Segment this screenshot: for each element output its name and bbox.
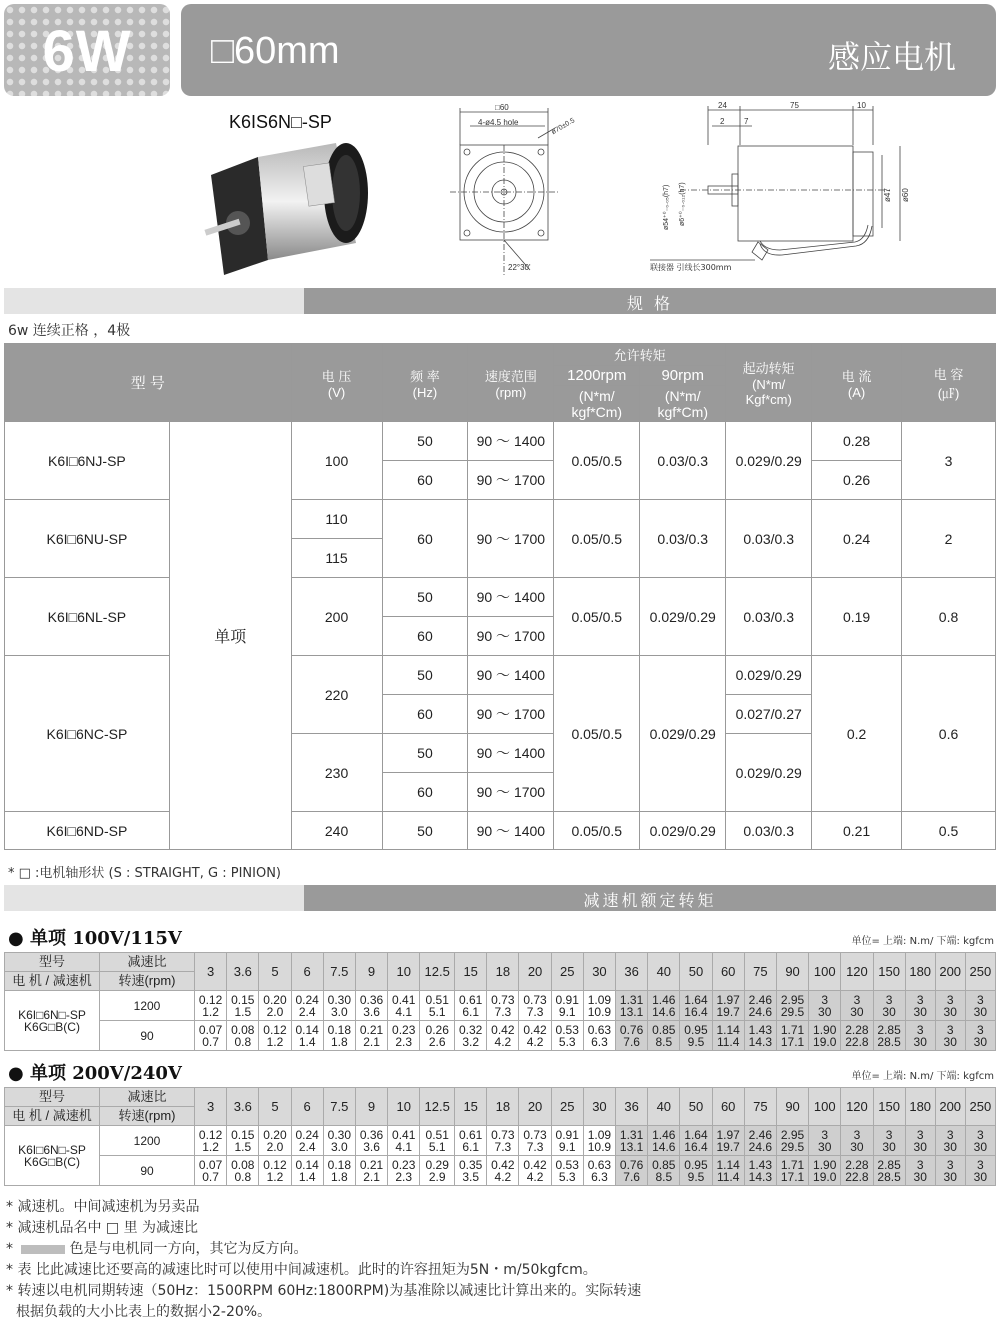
voltage-cell: 230: [291, 734, 382, 812]
th-model: 型号: [5, 1088, 100, 1107]
front-view-drawing: [430, 100, 600, 280]
torque-value-cell: 3 30: [809, 1126, 841, 1156]
torque-value-cell: 3 30: [873, 991, 905, 1021]
torque-value-cell: 0.53 5.3: [551, 1021, 583, 1051]
th-speed: 转速(rpm): [100, 1107, 195, 1126]
torque-value-cell: 0.76 7.6: [616, 1156, 648, 1186]
th-model: 型 号: [5, 344, 292, 422]
torque-value-cell: 0.12 1.2: [259, 1021, 291, 1051]
speed-cell: 90 ～ 1700: [468, 500, 554, 578]
torque-value-cell: 0.41 4.1: [388, 1126, 420, 1156]
torque-value-cell: 0.42 4.2: [487, 1156, 519, 1186]
ratio-cell: 25: [551, 1088, 583, 1126]
torque-90-cell: 0.029/0.29: [640, 656, 726, 812]
ratio-cell: 50: [680, 953, 712, 991]
ratio-cell: 60: [712, 1088, 744, 1126]
torque-value-cell: 0.23 2.3: [388, 1156, 420, 1186]
side-dim-60: ø60: [901, 188, 910, 202]
freq-cell: 50: [382, 656, 468, 695]
power-badge: [4, 4, 170, 96]
torque-value-cell: 2.46 24.6: [744, 991, 776, 1021]
ratio-cell: 100: [809, 953, 841, 991]
spec-section-title: 规 格: [626, 294, 674, 313]
torque-value-cell: 0.29 2.9: [420, 1156, 455, 1186]
torque-90-cell: 0.029/0.29: [640, 578, 726, 656]
ratio-cell: 90: [776, 953, 808, 991]
torque-value-cell: 2.28 22.8: [841, 1156, 873, 1186]
th-capacitor: 电 容 (㎌): [902, 344, 996, 422]
model-label: K6IS6N□-SP: [229, 112, 332, 132]
reducer-unit-1: 单位= 上端: N.m/ 下端: kgfcm: [851, 936, 994, 947]
torque-value-cell: 1.43 14.3: [744, 1021, 776, 1051]
th-current: 电 流 (A): [812, 344, 902, 422]
ratio-cell: 20: [519, 1088, 551, 1126]
th-motor: 电 机 / 减速机: [5, 1107, 100, 1126]
ratio-cell: 12.5: [420, 953, 455, 991]
note-2: * 减速机品名中 □ 里 为减速比: [6, 1220, 199, 1236]
torque-value-cell: 0.18 1.8: [323, 1021, 355, 1051]
torque-1200-cell: 0.05/0.5: [554, 812, 640, 850]
spec-table: [4, 343, 996, 850]
ratio-cell: 3.6: [227, 953, 259, 991]
torque-value-cell: 1.09 10.9: [583, 1126, 615, 1156]
torque-value-cell: 1.31 13.1: [616, 991, 648, 1021]
torque-value-cell: 0.15 1.5: [227, 1126, 259, 1156]
ratio-cell: 200: [935, 1088, 965, 1126]
torque-value-cell: 0.73 7.3: [519, 1126, 551, 1156]
torque-value-cell: 0.12 1.2: [195, 1126, 227, 1156]
motor-photo: [196, 135, 386, 285]
motor-gear-cell: K6I□6N□-SP K6G□B(C): [5, 991, 100, 1051]
ratio-cell: 3: [195, 953, 227, 991]
torque-value-cell: 2.85 28.5: [873, 1021, 905, 1051]
motor-gear-cell: K6I□6N□-SP K6G□B(C): [5, 1126, 100, 1186]
ratio-cell: 40: [648, 1088, 680, 1126]
freq-cell: 50: [382, 422, 468, 461]
note-5: * 转速以电机同期转速（50Hz：1500RPM 60Hz:1800RPM)为基准除以减速比计算出来的。实际转速: [6, 1283, 642, 1299]
th-allow-torque: 允许转矩: [554, 344, 726, 366]
torque-value-cell: 0.95 9.5: [680, 1156, 712, 1186]
torque-value-cell: 3 30: [965, 1156, 995, 1186]
th-freq: 频 率 (Hz): [382, 344, 468, 422]
ratio-cell: 75: [744, 953, 776, 991]
side-dim-shaft1: ø54⁺⁰₋₀.₀₅(h7): [663, 184, 670, 230]
torque-value-cell: 1.97 19.7: [712, 1126, 744, 1156]
torque-value-cell: 0.08 0.8: [227, 1156, 259, 1186]
torque-value-cell: 1.43 14.3: [744, 1156, 776, 1186]
side-dim-10: 10: [857, 101, 866, 110]
reducer-table-1-title: ● 单项 100V/115V: [8, 928, 182, 949]
ratio-cell: 25: [551, 953, 583, 991]
ratio-cell: 120: [841, 1088, 873, 1126]
ratio-cell: 20: [519, 953, 551, 991]
freq-cell: 60: [382, 500, 468, 578]
ratio-cell: 75: [744, 1088, 776, 1126]
freq-cell: 60: [382, 773, 468, 812]
side-dim-shaft2: ø6⁺⁰₋₀.₀₁₂(h7): [679, 182, 686, 226]
torque-value-cell: 1.64 16.4: [680, 1126, 712, 1156]
ratio-cell: 30: [583, 953, 615, 991]
th-90-unit: (N*m/ kgf*Cm): [640, 386, 726, 422]
th-ratio: 减速比: [100, 953, 195, 972]
power-label: 6W: [42, 19, 132, 84]
start-torque-cell: 0.03/0.3: [726, 500, 812, 578]
ratio-cell: 36: [616, 953, 648, 991]
torque-value-cell: 1.14 11.4: [712, 1156, 744, 1186]
ratio-cell: 90: [776, 1088, 808, 1126]
voltage-cell: 115: [291, 539, 382, 578]
reducer-unit-2: 单位= 上端: N.m/ 下端: kgfcm: [851, 1071, 994, 1082]
ratio-cell: 250: [965, 953, 995, 991]
capacitor-cell: 0.5: [902, 812, 996, 850]
voltage-cell: 220: [291, 656, 382, 734]
torque-value-cell: 0.15 1.5: [227, 991, 259, 1021]
start-torque-cell: 0.03/0.3: [726, 578, 812, 656]
reducer-table-1: [4, 952, 996, 1051]
torque-value-cell: 0.85 8.5: [648, 1156, 680, 1186]
torque-value-cell: 0.30 3.0: [323, 991, 355, 1021]
phase-cell: 单项: [169, 422, 291, 850]
torque-value-cell: 1.14 11.4: [712, 1021, 744, 1051]
side-dim-7: 7: [744, 117, 749, 126]
torque-value-cell: 2.28 22.8: [841, 1021, 873, 1051]
torque-value-cell: 2.85 28.5: [873, 1156, 905, 1186]
side-view-drawing: [640, 100, 920, 280]
torque-value-cell: 3 30: [873, 1126, 905, 1156]
torque-value-cell: 0.32 3.2: [455, 1021, 487, 1051]
torque-value-cell: 1.09 10.9: [583, 991, 615, 1021]
speed-cell: 90 ～ 1400: [468, 812, 554, 850]
front-dim-circle: ø70±0.5: [550, 117, 577, 137]
freq-cell: 60: [382, 617, 468, 656]
freq-cell: 50: [382, 812, 468, 850]
note-4: * 表 比此减速比还要高的减速比时可以使用中间减速机。此时的许容扭矩为5N・m/50kgfcm。: [6, 1262, 597, 1278]
voltage-cell: 100: [291, 422, 382, 500]
torque-value-cell: 0.30 3.0: [323, 1126, 355, 1156]
torque-value-cell: 3 30: [905, 991, 935, 1021]
ratio-cell: 6: [291, 1088, 323, 1126]
th-90rpm: 90rpm: [640, 366, 726, 386]
speed-90: 90: [100, 1156, 195, 1186]
front-dim-top: □60: [495, 103, 509, 112]
spec-section-bar: [4, 288, 996, 314]
front-dim-angle: 22°30': [508, 263, 531, 272]
torque-value-cell: 0.24 2.4: [291, 991, 323, 1021]
ratio-cell: 15: [455, 953, 487, 991]
th-1200-unit: (N*m/ kgf*Cm): [554, 386, 640, 422]
speed-cell: 90 ～ 1700: [468, 617, 554, 656]
ratio-cell: 60: [712, 953, 744, 991]
ratio-cell: 15: [455, 1088, 487, 1126]
th-1200rpm: 1200rpm: [554, 366, 640, 386]
ratio-cell: 12.5: [420, 1088, 455, 1126]
torque-value-cell: 0.42 4.2: [519, 1021, 551, 1051]
torque-value-cell: 0.24 2.4: [291, 1126, 323, 1156]
model-nl: K6I□6NL-SP: [5, 578, 170, 656]
torque-value-cell: 3 30: [935, 1126, 965, 1156]
torque-value-cell: 0.36 3.6: [355, 1126, 387, 1156]
torque-1200-cell: 0.05/0.5: [554, 422, 640, 500]
torque-value-cell: 0.21 2.1: [355, 1021, 387, 1051]
torque-value-cell: 0.36 3.6: [355, 991, 387, 1021]
reducer-section-bar: [4, 885, 996, 911]
torque-value-cell: 0.53 5.3: [551, 1156, 583, 1186]
torque-value-cell: 3 30: [965, 1126, 995, 1156]
torque-value-cell: 0.41 4.1: [388, 991, 420, 1021]
torque-value-cell: 2.95 29.5: [776, 991, 808, 1021]
torque-value-cell: 0.51 5.1: [420, 991, 455, 1021]
torque-value-cell: 0.07 0.7: [195, 1021, 227, 1051]
ratio-cell: 50: [680, 1088, 712, 1126]
torque-value-cell: 0.35 3.5: [455, 1156, 487, 1186]
torque-value-cell: 0.26 2.6: [420, 1021, 455, 1051]
torque-1200-cell: 0.05/0.5: [554, 656, 640, 812]
frame-size: □60mm: [211, 30, 340, 72]
start-torque-cell: 0.027/0.27: [726, 695, 812, 734]
side-dim-24: 24: [718, 101, 727, 110]
ratio-cell: 5: [259, 953, 291, 991]
capacitor-cell: 2: [902, 500, 996, 578]
torque-90-cell: 0.029/0.29: [640, 812, 726, 850]
ratio-cell: 10: [388, 1088, 420, 1126]
torque-value-cell: 3 30: [809, 991, 841, 1021]
reducer-section-title: 减速机额定转矩: [583, 891, 717, 910]
torque-value-cell: 1.71 17.1: [776, 1021, 808, 1051]
ratio-cell: 9: [355, 1088, 387, 1126]
torque-value-cell: 0.14 1.4: [291, 1156, 323, 1186]
torque-value-cell: 1.71 17.1: [776, 1156, 808, 1186]
torque-value-cell: 0.12 1.2: [195, 991, 227, 1021]
ratio-cell: 18: [487, 953, 519, 991]
torque-value-cell: 2.46 24.6: [744, 1126, 776, 1156]
torque-value-cell: 0.18 1.8: [323, 1156, 355, 1186]
torque-value-cell: 1.64 16.4: [680, 991, 712, 1021]
model-nc: K6I□6NC-SP: [5, 656, 170, 812]
side-dim-47: ø47: [883, 188, 892, 202]
header-banner: [181, 4, 996, 96]
ratio-cell: 150: [873, 953, 905, 991]
freq-cell: 60: [382, 695, 468, 734]
torque-value-cell: 3 30: [841, 991, 873, 1021]
torque-value-cell: 3 30: [965, 1021, 995, 1051]
freq-cell: 50: [382, 578, 468, 617]
ratio-cell: 3.6: [227, 1088, 259, 1126]
speed-90: 90: [100, 1021, 195, 1051]
speed-cell: 90 ～ 1700: [468, 461, 554, 500]
torque-value-cell: 0.12 1.2: [259, 1156, 291, 1186]
ratio-cell: 250: [965, 1088, 995, 1126]
capacitor-cell: 0.8: [902, 578, 996, 656]
shaft-note: * □ :电机轴形状 (S : STRAIGHT, G : PINION): [8, 866, 281, 881]
current-cell: 0.28: [812, 422, 902, 461]
speed-cell: 90 ～ 1700: [468, 695, 554, 734]
speed-cell: 90 ～ 1700: [468, 773, 554, 812]
note-3: * 色是与电机同一方向，其它为反方向。: [6, 1241, 308, 1257]
torque-value-cell: 0.42 4.2: [519, 1156, 551, 1186]
ratio-cell: 6: [291, 953, 323, 991]
ratio-cell: 200: [935, 953, 965, 991]
torque-value-cell: 3 30: [905, 1021, 935, 1051]
torque-value-cell: 0.07 0.7: [195, 1156, 227, 1186]
torque-value-cell: 3 30: [935, 1156, 965, 1186]
torque-90-cell: 0.03/0.3: [640, 500, 726, 578]
torque-value-cell: 0.61 6.1: [455, 991, 487, 1021]
ratio-cell: 180: [905, 1088, 935, 1126]
ratio-cell: 18: [487, 1088, 519, 1126]
ratio-cell: 7.5: [323, 1088, 355, 1126]
torque-value-cell: 0.21 2.1: [355, 1156, 387, 1186]
torque-value-cell: 1.31 13.1: [616, 1126, 648, 1156]
torque-value-cell: 3 30: [841, 1126, 873, 1156]
capacitor-cell: 3: [902, 422, 996, 500]
torque-value-cell: 1.46 14.6: [648, 1126, 680, 1156]
side-dim-2: 2: [720, 117, 725, 126]
torque-value-cell: 2.95 29.5: [776, 1126, 808, 1156]
note-1: * 减速机。中间减速机为另卖品: [6, 1199, 200, 1215]
torque-1200-cell: 0.05/0.5: [554, 500, 640, 578]
ratio-cell: 3: [195, 1088, 227, 1126]
speed-cell: 90 ～ 1400: [468, 656, 554, 695]
current-cell: 0.21: [812, 812, 902, 850]
connector-note: 联接器 引线长300mm: [650, 263, 732, 272]
torque-value-cell: 0.73 7.3: [519, 991, 551, 1021]
ratio-cell: 100: [809, 1088, 841, 1126]
voltage-cell: 200: [291, 578, 382, 656]
torque-value-cell: 1.90 19.0: [809, 1021, 841, 1051]
side-dim-75: 75: [790, 101, 799, 110]
freq-cell: 50: [382, 734, 468, 773]
torque-value-cell: 0.51 5.1: [420, 1126, 455, 1156]
torque-value-cell: 3 30: [935, 991, 965, 1021]
spec-note: 6w 连续正格 ，4极: [8, 323, 131, 339]
freq-cell: 60: [382, 461, 468, 500]
model-nu: K6I□6NU-SP: [5, 500, 170, 578]
torque-value-cell: 1.97 19.7: [712, 991, 744, 1021]
torque-90-cell: 0.03/0.3: [640, 422, 726, 500]
torque-value-cell: 3 30: [935, 1021, 965, 1051]
torque-value-cell: 0.73 7.3: [487, 1126, 519, 1156]
torque-value-cell: 0.95 9.5: [680, 1021, 712, 1051]
torque-1200-cell: 0.05/0.5: [554, 578, 640, 656]
note-6: 根据负载的大小比表上的数据小2-20%。: [16, 1304, 272, 1320]
torque-value-cell: 0.63 6.3: [583, 1021, 615, 1051]
torque-value-cell: 0.73 7.3: [487, 991, 519, 1021]
torque-value-cell: 0.20 2.0: [259, 1126, 291, 1156]
torque-value-cell: 3 30: [905, 1156, 935, 1186]
torque-value-cell: 0.08 0.8: [227, 1021, 259, 1051]
capacitor-cell: 0.6: [902, 656, 996, 812]
ratio-cell: 36: [616, 1088, 648, 1126]
speed-1200: 1200: [100, 1126, 195, 1156]
ratio-cell: 9: [355, 953, 387, 991]
reducer-table-2: [4, 1087, 996, 1186]
torque-value-cell: 0.20 2.0: [259, 991, 291, 1021]
start-torque-cell: 0.029/0.29: [726, 734, 812, 812]
torque-value-cell: 3 30: [905, 1126, 935, 1156]
reducer-table-2-title: ● 单项 200V/240V: [8, 1063, 182, 1084]
torque-value-cell: 0.61 6.1: [455, 1126, 487, 1156]
current-cell: 0.19: [812, 578, 902, 656]
th-speed: 速度范围 (rpm): [468, 344, 554, 422]
ratio-cell: 7.5: [323, 953, 355, 991]
torque-value-cell: 0.85 8.5: [648, 1021, 680, 1051]
torque-value-cell: 0.63 6.3: [583, 1156, 615, 1186]
category-title: 感应电机: [827, 38, 956, 76]
ratio-cell: 180: [905, 953, 935, 991]
th-ratio: 减速比: [100, 1088, 195, 1107]
torque-value-cell: 0.91 9.1: [551, 1126, 583, 1156]
ratio-cell: 30: [583, 1088, 615, 1126]
current-cell: 0.26: [812, 461, 902, 500]
voltage-cell: 240: [291, 812, 382, 850]
th-start-torque: 起动转矩 (N*m/ Kgf*cm): [726, 344, 812, 422]
start-torque-cell: 0.029/0.29: [726, 656, 812, 695]
ratio-cell: 40: [648, 953, 680, 991]
gray-swatch: [21, 1245, 65, 1254]
torque-value-cell: 0.76 7.6: [616, 1021, 648, 1051]
start-torque-cell: 0.029/0.29: [726, 422, 812, 500]
ratio-cell: 120: [841, 953, 873, 991]
speed-cell: 90 ～ 1400: [468, 734, 554, 773]
current-cell: 0.2: [812, 656, 902, 812]
torque-value-cell: 0.42 4.2: [487, 1021, 519, 1051]
th-motor: 电 机 / 减速机: [5, 972, 100, 991]
model-nj: K6I□6NJ-SP: [5, 422, 170, 500]
ratio-cell: 5: [259, 1088, 291, 1126]
torque-value-cell: 0.14 1.4: [291, 1021, 323, 1051]
ratio-cell: 10: [388, 953, 420, 991]
th-speed: 转速(rpm): [100, 972, 195, 991]
speed-cell: 90 ～ 1400: [468, 578, 554, 617]
torque-value-cell: 0.91 9.1: [551, 991, 583, 1021]
speed-cell: 90 ～ 1400: [468, 422, 554, 461]
torque-value-cell: 0.23 2.3: [388, 1021, 420, 1051]
model-nd: K6I□6ND-SP: [5, 812, 170, 850]
voltage-cell: 110: [291, 500, 382, 539]
torque-value-cell: 1.90 19.0: [809, 1156, 841, 1186]
front-dim-hole: 4-ø4.5 hole: [478, 118, 519, 127]
torque-value-cell: 1.46 14.6: [648, 991, 680, 1021]
torque-value-cell: 3 30: [965, 991, 995, 1021]
start-torque-cell: 0.03/0.3: [726, 812, 812, 850]
current-cell: 0.24: [812, 500, 902, 578]
ratio-cell: 150: [873, 1088, 905, 1126]
th-voltage: 电 压 (V): [291, 344, 382, 422]
th-model: 型号: [5, 953, 100, 972]
speed-1200: 1200: [100, 991, 195, 1021]
